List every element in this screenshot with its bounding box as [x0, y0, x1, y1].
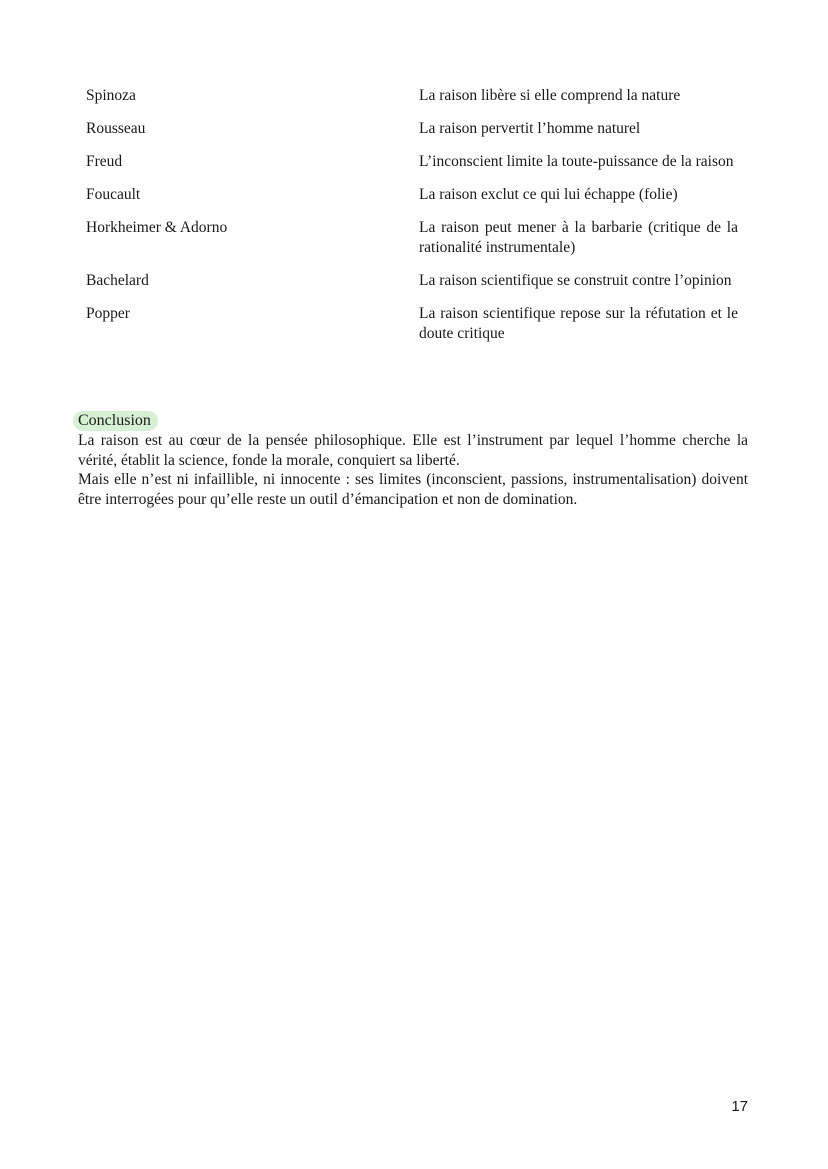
idea-cell: La raison exclut ce qui lui échappe (folie)	[419, 186, 678, 203]
idea-cell: La raison peut mener à la barbarie (critique de la rationalité instrumentale)	[419, 219, 738, 256]
idea-cell: L’inconscient limite la toute-puissance de la raison	[419, 153, 734, 170]
table-row	[86, 271, 738, 291]
page-number: 17	[731, 1098, 748, 1115]
author-cell: Foucault	[86, 186, 141, 203]
idea-cell: La raison libère si elle comprend la nature	[419, 87, 681, 104]
conclusion-heading: Conclusion	[73, 411, 158, 431]
author-cell: Popper	[86, 305, 130, 322]
table-row	[86, 152, 738, 172]
conclusion-paragraph: Mais elle n’est ni infaillible, ni innocente : ses limites (inconscient, passions, instrumentalisation) doivent être interrogées pour qu’elle reste un outil d’émancipation et non de domination.	[78, 471, 748, 508]
author-cell: Bachelard	[86, 272, 149, 289]
table-row	[86, 119, 738, 139]
table-row	[86, 185, 738, 205]
author-cell: Rousseau	[86, 120, 146, 137]
conclusion-section	[78, 411, 748, 509]
idea-cell: La raison pervertit l’homme naturel	[419, 120, 641, 137]
author-cell: Horkheimer & Adorno	[86, 219, 228, 236]
table-row	[86, 218, 738, 258]
conclusion-paragraph: La raison est au cœur de la pensée philosophique. Elle est l’instrument par lequel l’homme cherche la vérité, établit la science, fonde la morale, conquiert sa liberté.	[78, 432, 748, 469]
idea-cell: La raison scientifique repose sur la réfutation et le doute critique	[419, 305, 738, 342]
author-cell: Freud	[86, 153, 123, 170]
table-row	[86, 86, 738, 106]
idea-cell: La raison scientifique se construit contre l’opinion	[419, 272, 732, 289]
philosophers-table	[86, 86, 738, 357]
author-cell: Spinoza	[86, 87, 136, 104]
table-row	[86, 304, 738, 344]
